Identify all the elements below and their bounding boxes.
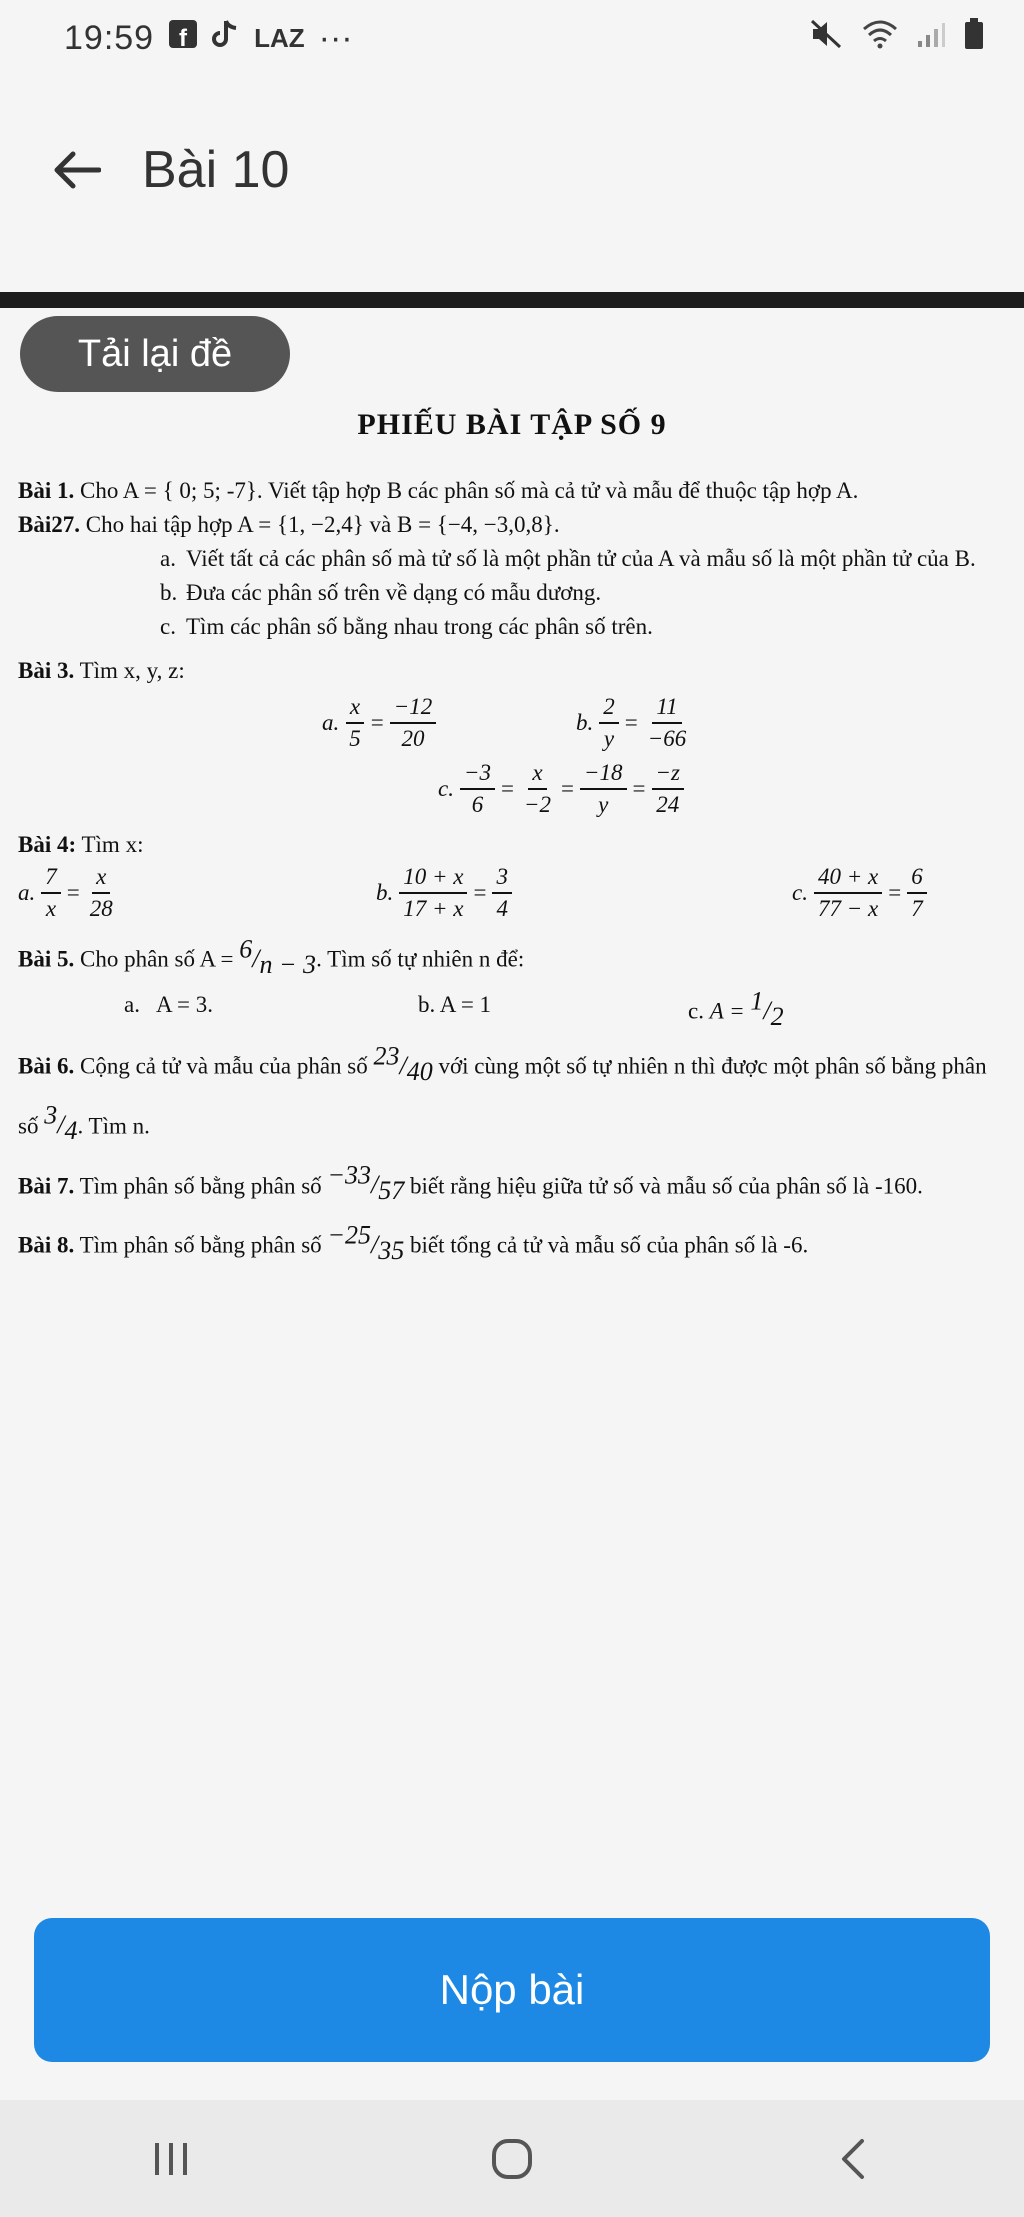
worksheet-title: PHIẾU BÀI TẬP SỐ 9 (357, 408, 667, 441)
exercise-6 (0, 1034, 1024, 1154)
more-notifications-icon: ··· (318, 18, 353, 57)
exercise-3-label: Bài 3. (18, 658, 75, 683)
exercise-6-text-3: . Tìm n. (77, 1113, 150, 1139)
exercise-5-text-1: Cho phân số A = (79, 946, 234, 972)
equation-4c: c. $\frac{40 + x}{77 - x}$ = $\frac{6}{7}$ (792, 862, 927, 924)
equation-3a: a. $\frac{x}{5}$ = $\frac{-12}{20}$ (322, 692, 436, 754)
battery-icon (964, 18, 984, 58)
fraction-neg33-57: $^{-33}/_{57}$ (327, 1160, 405, 1206)
exercise-5-text-2: Tìm số tự nhiên n để: (327, 946, 525, 972)
exercise-8 (0, 1213, 1024, 1273)
exercise-5-b-text: A = 1 (439, 991, 492, 1017)
exercise-7-text-2: biết rằng hiệu giữa tử số và mẫu số của phân số là -160. (409, 1173, 923, 1199)
exercise-2-text: Cho hai tập hợp A = {1, −2,4} và B = {−4, −3,0,8}. (85, 512, 560, 537)
exercise-2-b: b. Đưa các phân số trên về dạng có mẫu dương. (160, 580, 602, 605)
exercise-2-a: a. Viết tất cả các phân số mà tử số là một phần tử của A và mẫu số là một phần tử của B. (160, 546, 976, 571)
exercise-5: Bài 5. Cho phân số $A = ^6/_{n - 3}$. Tìm số tự nhiên n để: (18, 934, 525, 979)
facebook-icon (168, 19, 198, 58)
exercise-7 (0, 1154, 1024, 1214)
exercise-4 (0, 828, 1024, 862)
exercise-5-c-text: A = (709, 998, 745, 1024)
navigation-bar (0, 2100, 1024, 2217)
exercise-3-equations-row2 (0, 758, 1024, 828)
exercise-6-text-2: với cùng một số tự nhiên n thì được một phân số bằng phân số (18, 1053, 987, 1139)
exercise-1-text: Cho A = { 0; 5; -7}. Viết tập hợp B các phân số mà cả tử và mẫu để thuộc tập hợp A. (79, 478, 859, 503)
reload-exam-button[interactable]: Tải lại đề (20, 316, 290, 392)
exercise-2-c-text: Tìm các phân số bằng nhau trong các phân số trên. (186, 614, 653, 639)
exercise-7-text-1: Tìm phân số bằng phân số (79, 1173, 322, 1199)
fraction-3-4: $^3/_4$ (44, 1100, 78, 1146)
recent-apps-icon[interactable] (131, 2119, 211, 2199)
exercise-3-equations-row1 (0, 688, 1024, 758)
exercise-3-text: Tìm x, y, z: (79, 658, 185, 683)
exercise-5-a: a. A = 3. (124, 991, 214, 1017)
equation-3b: b. $\frac{2}{y}$ = $\frac{11}{-66}$ (576, 694, 687, 751)
exercise-5-a-text: A = 3. (155, 991, 214, 1017)
status-time: 19:59 (64, 18, 155, 57)
exercise-4-text: Tìm x: (81, 832, 144, 857)
exercise-4-label: Bài 4: (18, 832, 77, 857)
exercise-5-options (0, 982, 1024, 1031)
status-bar (0, 0, 1024, 76)
exercise-5-label: Bài 5. (18, 946, 75, 972)
page-title: Bài 10 (142, 141, 290, 199)
equation-3c: c. $\frac{-3}{6}$ = $\frac{x}{-2}$ = $\frac{-18}{y}$ = $\frac{-z}{24}$ (438, 758, 684, 820)
exercise-5-b: b. A = 1 (418, 991, 492, 1017)
back-arrow-icon[interactable] (46, 140, 106, 200)
back-nav-icon[interactable] (813, 2119, 893, 2199)
divider-bar (0, 292, 1024, 308)
exercise-3 (0, 654, 1024, 688)
exercise-2 (0, 508, 1024, 542)
submit-button[interactable]: Nộp bài (34, 1918, 990, 2062)
exercise-6-label: Bài 6. (18, 1053, 75, 1079)
exercise-8-text-1: Tìm phân số bằng phân số (79, 1233, 322, 1259)
fraction-neg25-35: $^{-25}/_{35}$ (327, 1220, 405, 1266)
exercise-1-label: Bài 1. (18, 478, 75, 503)
fraction-6-over-n-3: $^6/_{n - 3}$ (239, 934, 317, 979)
exercise-2-c: c. Tìm các phân số bằng nhau trong các phân số trên. (160, 614, 653, 639)
exercise-6-text-1: Cộng cả tử và mẫu của phân số (79, 1053, 368, 1079)
equation-4a: a. $\frac{7}{x}$ = $\frac{x}{28}$ (18, 864, 113, 921)
lazada-icon: LAZ (254, 22, 305, 53)
equation-4b: b. $\frac{10 + x}{17 + x}$ = $\frac{3}{4}$ (376, 862, 512, 924)
status-right (810, 18, 984, 58)
exercise-1 (0, 474, 1024, 508)
mute-icon (810, 19, 844, 57)
wifi-icon (862, 19, 898, 57)
exercise-2-label: Bài27. (18, 512, 80, 537)
exercise-4-equations (0, 862, 1024, 932)
exercise-5-c: c. $A = ^1/_2$ (688, 985, 784, 1031)
tiktok-icon (212, 19, 240, 58)
svg-text:f: f (179, 24, 188, 49)
app-header (0, 110, 1024, 230)
exercise-8-label: Bài 8. (18, 1233, 75, 1259)
fraction-23-40: $^{23}/_{40}$ (373, 1040, 433, 1086)
exercise-8-text-2: biết tổng cả tử và mẫu số của phân số là -6. (409, 1233, 809, 1259)
signal-icon (916, 19, 946, 57)
exercise-2-b-text: Đưa các phân số trên về dạng có mẫu dương. (186, 580, 602, 605)
home-icon[interactable] (472, 2119, 552, 2199)
exercise-2-a-text: Viết tất cả các phân số mà tử số là một phần tử của A và mẫu số là một phần tử của B. (186, 546, 976, 571)
exercise-7-label: Bài 7. (18, 1173, 75, 1199)
worksheet (0, 400, 1024, 1273)
status-left (64, 19, 353, 58)
